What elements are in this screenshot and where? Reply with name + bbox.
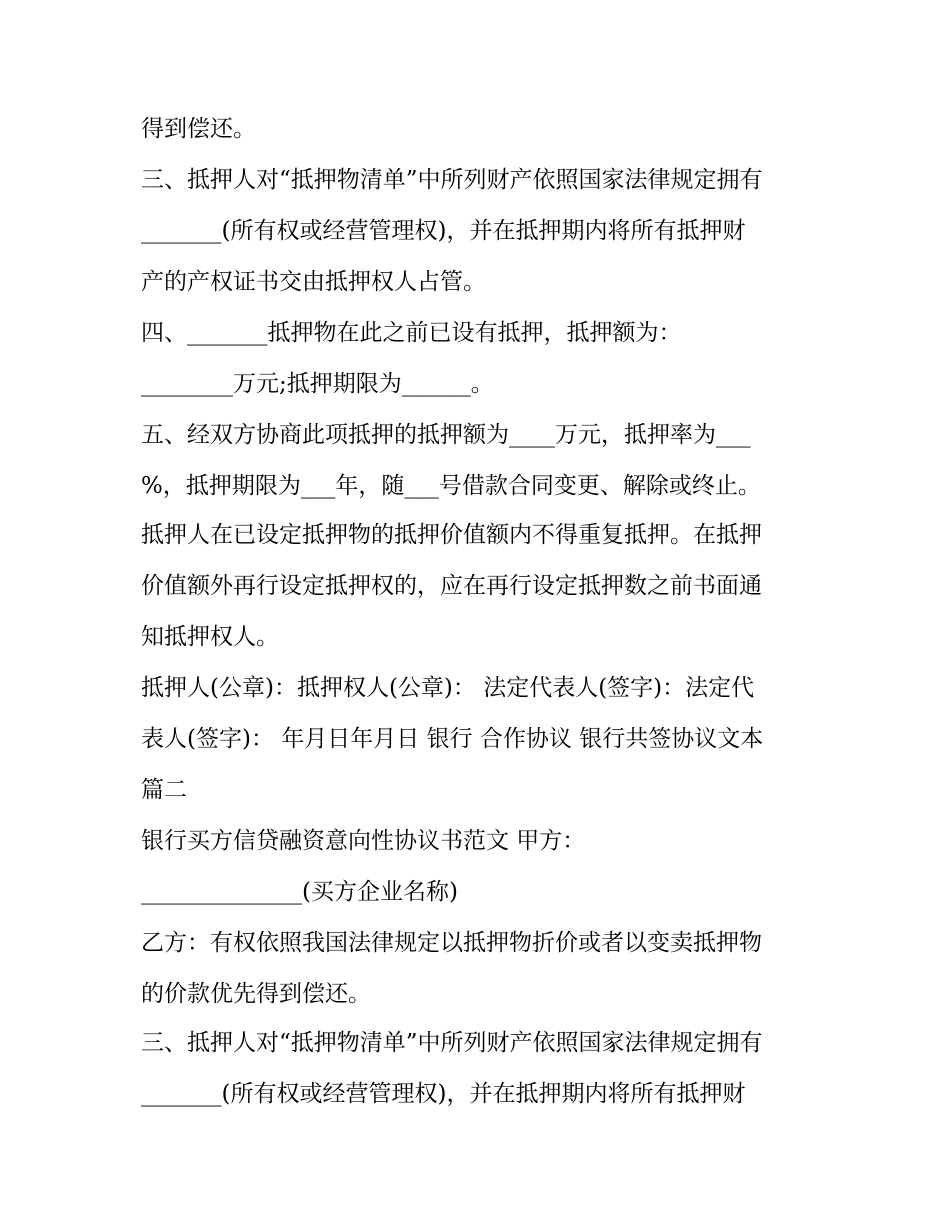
text-line: 表人(签字)： 年月日年月日 银行 合作协议 银行共签协议文本 (141, 726, 764, 752)
text-line: 三、抵押人对“抵押物清单”中所列财产依照国家法律规定拥有 (141, 1030, 763, 1056)
text-line: 知抵押权人。 (141, 624, 279, 650)
text-line: _______(所有权或经营管理权)，并在抵押期内将所有抵押财 (141, 1081, 746, 1107)
text-line: 抵押人在已设定抵押物的抵押价值额内不得重复抵押。在抵押 (141, 522, 762, 548)
text-line: 产的产权证书交由抵押权人占管。 (141, 269, 486, 295)
text-line: 三、抵押人对“抵押物清单”中所列财产依照国家法律规定拥有 (141, 167, 763, 193)
text-line: 价值额外再行设定抵押权的，应在再行设定抵押数之前书面通 (141, 573, 762, 599)
text-line: 的价款优先得到偿还。 (141, 981, 371, 1007)
text-line: %，抵押期限为___年，随___号借款合同变更、解除或终止。 (141, 473, 761, 499)
text-line: ______________(买方企业名称) (141, 879, 458, 905)
text-line: 乙方：有权依照我国法律规定以抵押物折价或者以变卖抵押物 (141, 930, 762, 956)
text-line: 四、_______抵押物在此之前已设有抵押，抵押额为： (141, 320, 682, 346)
text-line: 得到偿还。 (141, 116, 256, 142)
text-line: 银行买方信贷融资意向性协议书范文 甲方： (141, 828, 586, 854)
text-line: 抵押人(公章)：抵押权人(公章)： 法定代表人(签字)：法定代 (141, 675, 755, 701)
text-line: 五、经双方协商此项抵押的抵押额为____万元，抵押率为___ (141, 422, 751, 448)
section-heading: 篇二 (141, 777, 187, 803)
text-line: ________万元;抵押期限为______。 (141, 371, 494, 397)
text-line: _______(所有权或经营管理权)，并在抵押期内将所有抵押财 (141, 218, 746, 244)
